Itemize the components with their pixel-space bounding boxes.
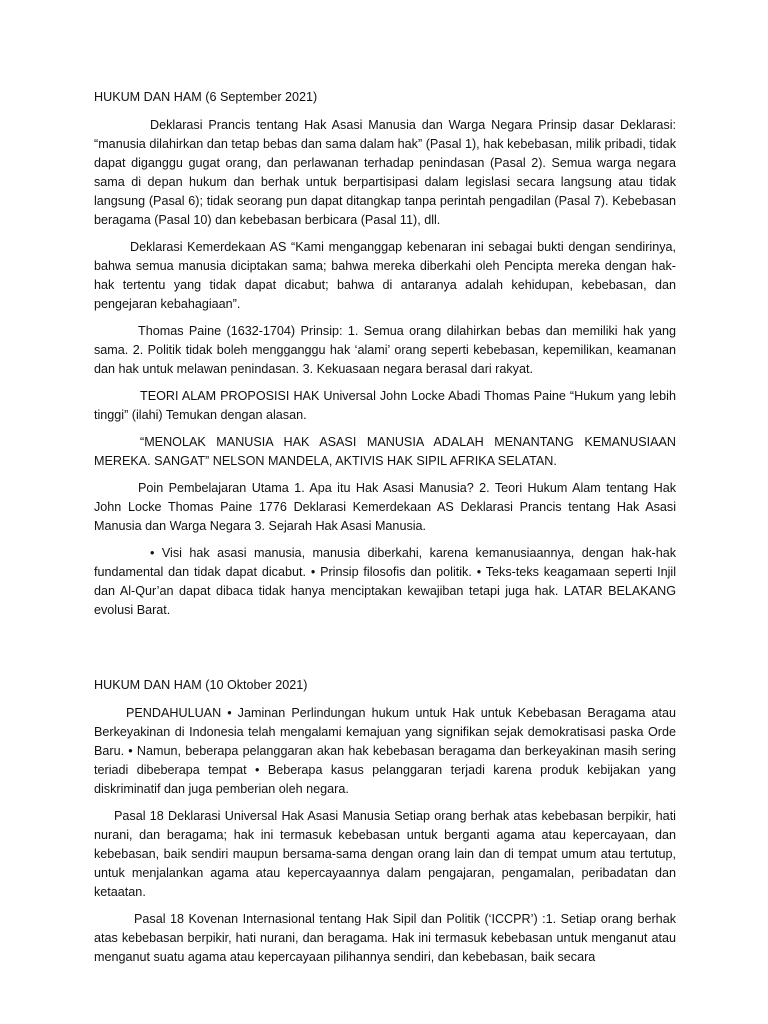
section-10-oktober — [94, 676, 676, 967]
section-title: HUKUM DAN HAM (10 Oktober 2021) — [94, 678, 308, 692]
paragraph-nelson-mandela-quote: “MENOLAK MANUSIA HAK ASASI MANUSIA ADALAH MENANTANG KEMANUSIAAN MEREKA. SANGAT” NELSON MANDELA, AKTIVIS HAK SIPIL AFRIKA SELATAN. — [94, 435, 676, 468]
paragraph-deklarasi-kemerdekaan: Deklarasi Kemerdekaan AS “Kami menganggap kebenaran ini sebagai bukti dengan sendirinya, bahwa semua manusia diciptakan sama; bahwa mereka diberkahi oleh Pencipta mereka dengan hak-hak tertentu yang tidak dapat dicabut; bahwa di antaranya adalah kehidupan, kebebasan, dan pengejaran kebahagiaan”. — [94, 240, 676, 311]
paragraph-poin-pembelajaran: Poin Pembelajaran Utama 1. Apa itu Hak Asasi Manusia? 2. Teori Hukum Alam tentang Hak John Locke Thomas Paine 1776 Deklarasi Kemerdekaan AS Deklarasi Prancis tentang Hak Asasi Manusia dan Warga Negara 3. Sejarah Hak Asasi Manusia. — [94, 481, 676, 533]
section-6-september — [94, 88, 676, 620]
paragraph-pasal-18-duham: Pasal 18 Deklarasi Universal Hak Asasi Manusia Setiap orang berhak atas kebebasan berpikir, hati nurani, dan beragama; hak ini termasuk kebebasan untuk berganti agama atau kepercayaan, dan kebebasan, baik sendiri maupun bersama-sama dengan orang lain dan di tempat umum atau tertutup, untuk menjalankan agama atau kepercayaannya dalam pengajaran, pengamalan, peribadatan dan ketaatan. — [94, 809, 676, 899]
paragraph-thomas-paine: Thomas Paine (1632-1704) Prinsip: 1. Semua orang dilahirkan bebas dan memiliki hak yang sama. 2. Politik tidak boleh mengganggu hak ‘alami’ orang seperti kebebasan, kepemilikan, keamanan dan hak untuk melawan penindasan. 3. Kekuasaan negara berasal dari rakyat. — [94, 324, 676, 376]
paragraph-pendahuluan: PENDAHULUAN • Jaminan Perlindungan hukum untuk Hak untuk Kebebasan Beragama atau Berkeyakinan di Indonesia telah mengalami kemajuan yang signifikan sejak demokratisasi paska Orde Baru. • Namun, beberapa pelanggaran akan hak kebebasan beragama dan berkeyakinan masih sering teriadi dibeberapa tempat • Beberapa kasus pelanggaran terjadi karena produk kebijakan yang diskriminatif dan juga pemberian oleh negara. — [94, 706, 676, 796]
paragraph-pasal-18-iccpr: Pasal 18 Kovenan Internasional tentang Hak Sipil dan Politik (‘ICCPR’) :1. Setiap orang berhak atas kebebasan berpikir, hati nurani, dan beragama. Hak ini termasuk kebebasan untuk menganut atau menganut suatu agama atau kepercayaan pilihannya sendiri, dan kebebasan, baik secara — [94, 912, 676, 964]
paragraph-deklarasi-prancis: Deklarasi Prancis tentang Hak Asasi Manusia dan Warga Negara Prinsip dasar Deklarasi: “manusia dilahirkan dan tetap bebas dan sama dalam hak” (Pasal 1), hak kebebasan, milik pribadi, tidak dapat diganggu gugat orang, dan perlawanan terhadap penindasan (Pasal 2). Semua warga negara sama di depan hukum dan berhak untuk berpartisipasi dalam legislasi secara langsung atau tidak langsung (Pasal 6); tidak seorang pun dapat ditangkap tanpa perintah pengadilan (Pasal 7). Kebebasan beragama (Pasal 10) dan kebebasan berbicara (Pasal 11), dll. — [94, 118, 676, 227]
paragraph-visi-hak-asasi: • Visi hak asasi manusia, manusia diberkahi, karena kemanusiaannya, dengan hak-hak fundamental dan tidak dapat dicabut. • Prinsip filosofis dan politik. • Teks-teks keagamaan seperti Injil dan Al-Qur’an dapat dibaca tidak hanya menciptakan kewajiban tetapi juga hak. LATAR BELAKANG evolusi Barat. — [94, 546, 676, 617]
section-title: HUKUM DAN HAM (6 September 2021) — [94, 90, 318, 104]
paragraph-teori-alam: TEORI ALAM PROPOSISI HAK Universal John Locke Abadi Thomas Paine “Hukum yang lebih tinggi” (ilahi) Temukan dengan alasan. — [94, 389, 676, 422]
